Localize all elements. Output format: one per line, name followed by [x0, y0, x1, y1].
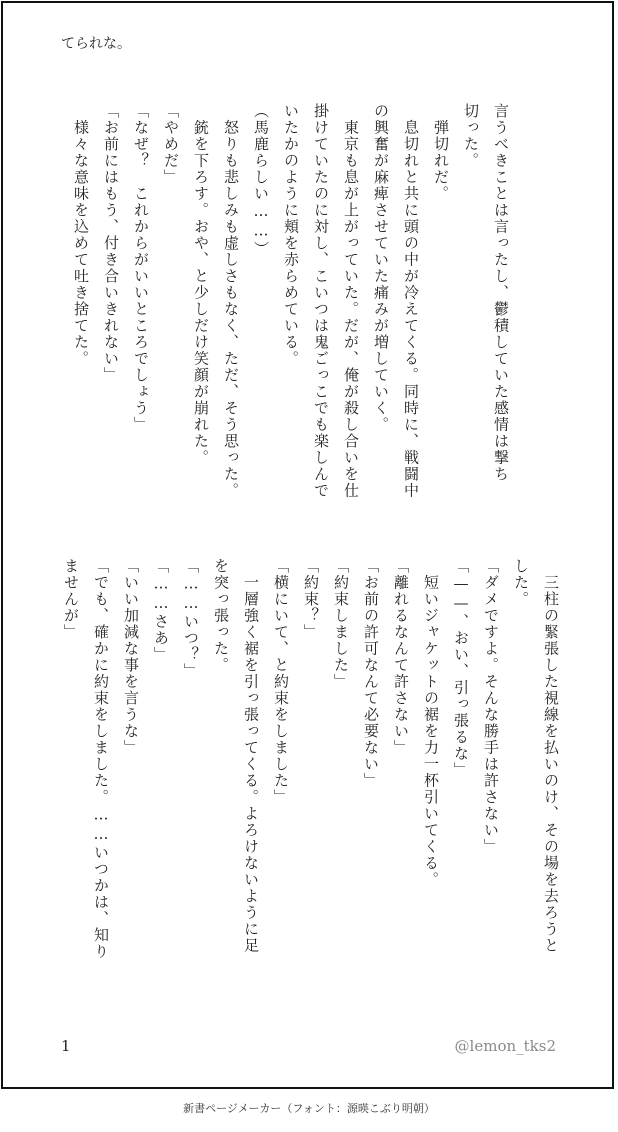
page-top-fragment: てられな。 [61, 36, 131, 52]
page-number: 1 [61, 1037, 71, 1055]
upper-text-block: 言うべきことは言ったし、鬱積していた感情は撃ち 切った。 弾切れだ。 息切れと共に頭の中が冷えてくる。同時に、戦闘中 の興奮が麻痺させていた痛みが増していく。 東京も息が上がっていた。だが、俺が殺し合いを仕 掛けていたのに対し、こいつは鬼ごっこでも楽しんで いたかのように頬を赤らめている。 （馬鹿らしい……） 怒りも悲しみも虚しさもなく、ただ、そう思った。 銃を下ろす。おや、と少しだけ笑顔が崩れた。 「やめだ」 「なぜ？ これからがいいところでしょう」 「お前にはもう、付き合いきれない」 様々な意味を込めて吐き捨てた。 [72, 103, 510, 499]
footer-credit: 新書ページメーカー（フォント：源暎こぶり明朝） [183, 1102, 435, 1115]
lower-text-block: 三柱の緊張した視線を払いのけ、その場を去ろうと した。 「ダメですよ。そんな勝手は許さない」 「——、おい、引っ張るな」 短いジャケットの裾を力一杯引いてくる。 「離れるなんて許さない」 「お前の許可なんて必要ない」 「約束しました」 「約束？」 「横にいて、と約束をしました」 一層強く裾を引っ張ってくる。よろけないように足 を突っ張った。 「……いつ？」 「……さあ」 「いい加減な事を言うな」 「でも、確かに約束をしました。……いつかは、知り ませんが」 [62, 558, 560, 960]
author-handle: @lemon_tks2 [454, 1037, 556, 1055]
novel-page [1, 1, 614, 1089]
